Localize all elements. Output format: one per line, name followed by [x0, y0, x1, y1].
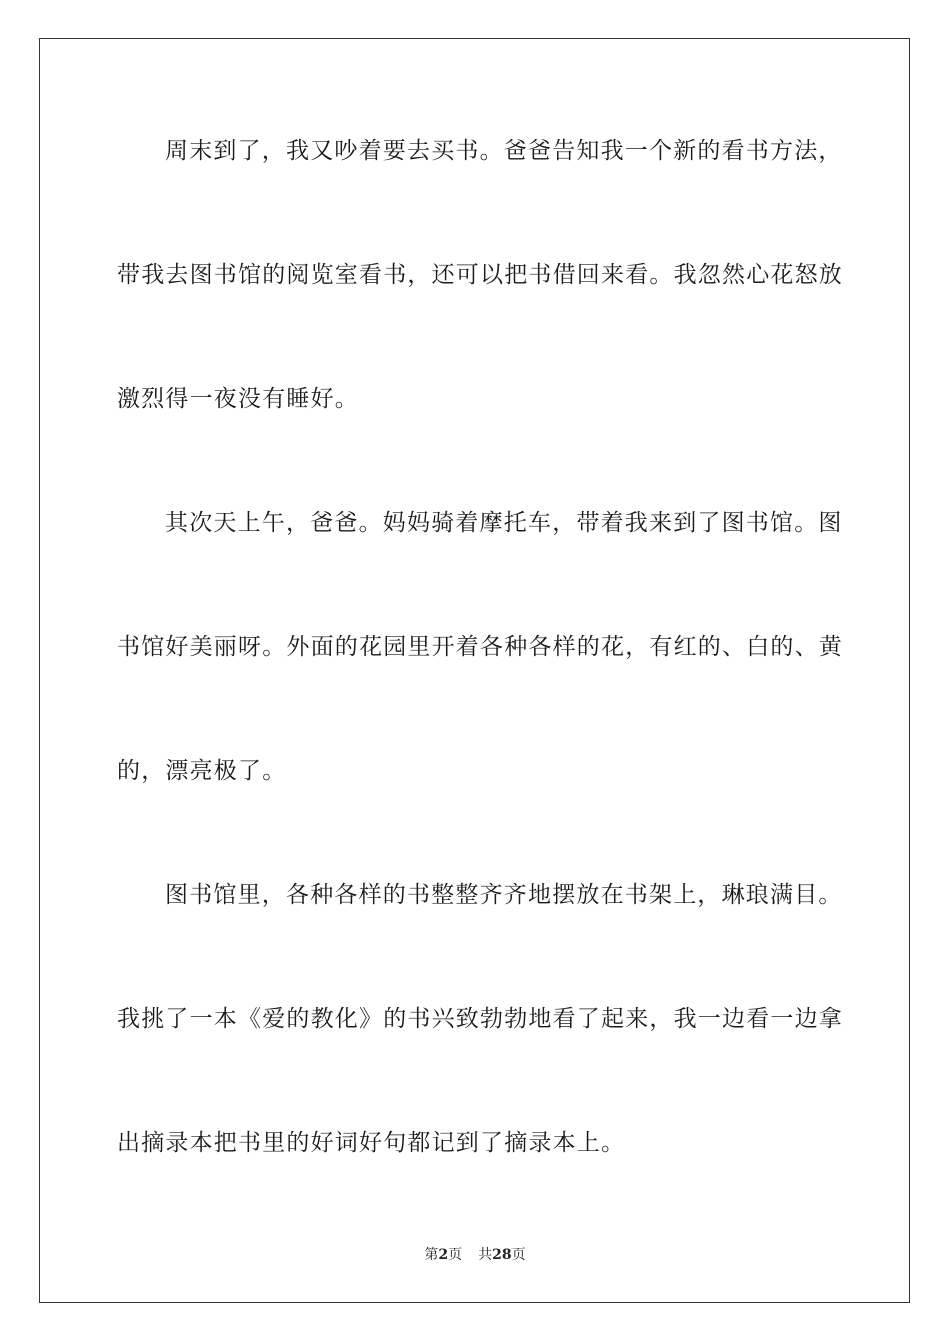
page-prefix: 第	[424, 1247, 439, 1263]
paragraph-1-line-1: 周末到了，我又吵着要去买书。爸爸告知我一个新的看书方法，	[165, 138, 843, 164]
paragraph-2-line-3: 的，漂亮极了。	[117, 758, 287, 784]
paragraph-3-line-1: 图书馆里，各种各样的书整整齐齐地摆放在书架上，琳琅满目。	[165, 882, 843, 908]
paragraph-2-line-2: 书馆好美丽呀。外面的花园里开着各种各样的花，有红的、白的、黄	[117, 634, 843, 660]
total-pages: 28	[492, 1247, 512, 1263]
total-suffix: 页	[511, 1247, 526, 1263]
page-footer	[0, 1246, 950, 1264]
paragraph-1-line-2: 带我去图书馆的阅览室看书，还可以把书借回来看。我忽然心花怒放	[117, 262, 843, 288]
page-number: 2	[438, 1247, 449, 1263]
page-suffix: 页	[448, 1247, 463, 1263]
total-prefix: 共	[478, 1247, 493, 1263]
page-border	[39, 38, 910, 1303]
paragraph-1-line-3: 激烈得一夜没有睡好。	[117, 386, 359, 412]
paragraph-2-line-1: 其次天上午，爸爸。妈妈骑着摩托车，带着我来到了图书馆。图	[165, 510, 843, 536]
paragraph-3-line-3: 出摘录本把书里的好词好句都记到了摘录本上。	[117, 1130, 626, 1156]
paragraph-3-line-2: 我挑了一本《爱的教化》的书兴致勃勃地看了起来，我一边看一边拿	[117, 1006, 843, 1032]
